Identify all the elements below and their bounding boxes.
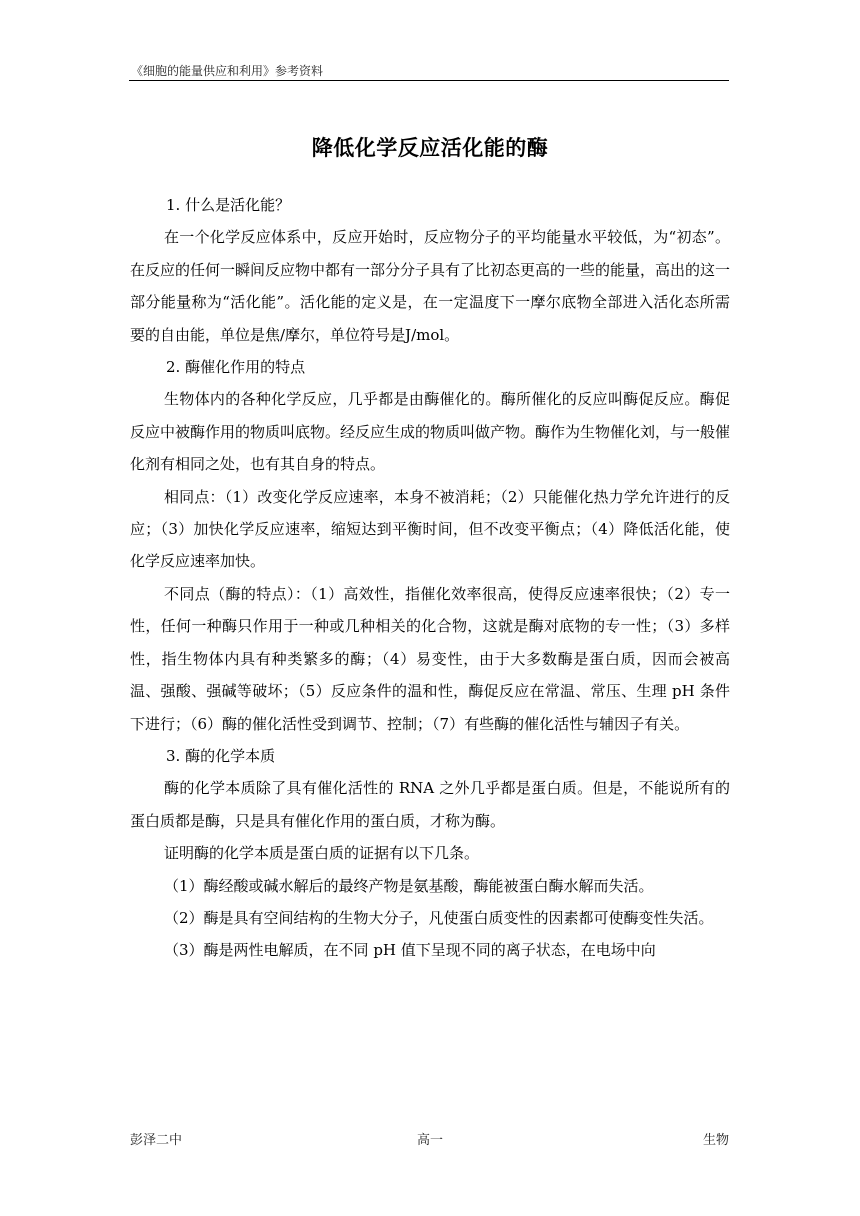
paragraph: 生物体内的各种化学反应，几乎都是由酶催化的。酶所催化的反应叫酶促反应。酶促反应中被酶作用的物质叫底物。经反应生成的物质叫做产物。酶作为生物催化刘，与一般催化剂有相同之处，也有其自身的特点。 [130, 390, 731, 474]
section-heading: 2. 酶催化作用的特点 [166, 358, 306, 377]
paragraph: 证明酶的化学本质是蛋白质的证据有以下几条。 [164, 844, 480, 863]
document-header: 《细胞的能量供应和利用》参考资料 [131, 64, 324, 78]
footer-school: 彭泽二中 [130, 1133, 183, 1148]
list-item: （3）酶是两性电解质，在不同 pH 值下呈现不同的离子状态，在电场中向 [164, 941, 656, 960]
footer-grade: 高一 [416, 1133, 443, 1148]
footer-subject: 生物 [702, 1133, 729, 1148]
list-item: （2）酶是具有空间结构的生物大分子，凡使蛋白质变性的因素都可使酶变性失活。 [164, 908, 714, 927]
document-body [130, 189, 730, 967]
paragraph: 在一个化学反应体系中，反应开始时，反应物分子的平均能量水平较低，为“初态”。在反应的任何一瞬间反应物中都有一部分分子具有了比初态更高的一些的能量，高出的这一部分能量称为“活化能”。活化能的定义是，在一定温度下一摩尔底物全部进入活化态所需要的自由能，单位是焦/摩尔，单位符号是J/mol。 [130, 228, 731, 344]
list-item: （1）酶经酸或碱水解后的最终产物是氨基酸，酶能被蛋白酶水解而失活。 [164, 876, 654, 895]
paragraph: 不同点（酶的特点）：（1）高效性，指催化效率很高，使得反应速率很快；（2）专一性，任何一种酶只作用于一种或几种相关的化合物，这就是酶对底物的专一性；（3）多样性，指生物体内具有种类繁多的酶；（4）易变性，由于大多数酶是蛋白质，因而会被高温、强酸、强碱等破坏；（5）反应条件的温和性，酶促反应在常温、常压、生理 pH 条件下进行；（6）酶的催化活性受到调节、控制；（7）有些酶的催化活性与辅因子有关。 [130, 584, 730, 733]
section-heading: 3. 酶的化学本质 [166, 746, 276, 765]
paragraph: 相同点：（1）改变化学反应速率，本身不被消耗；（2）只能催化热力学允许进行的反应；（3）加快化学反应速率，缩短达到平衡时间，但不改变平衡点；（4）降低活化能，使化学反应速率加快。 [130, 487, 730, 571]
section-heading: 1. 什么是活化能？ [166, 196, 291, 214]
paragraph: 酶的化学本质除了具有催化活性的 RNA 之外几乎都是蛋白质。但是，不能说所有的蛋白质都是酶，只是具有催化作用的蛋白质，才称为酶。 [130, 779, 730, 830]
page-title: 降低化学反应活化能的酶 [311, 136, 549, 160]
header-rule [129, 80, 729, 81]
